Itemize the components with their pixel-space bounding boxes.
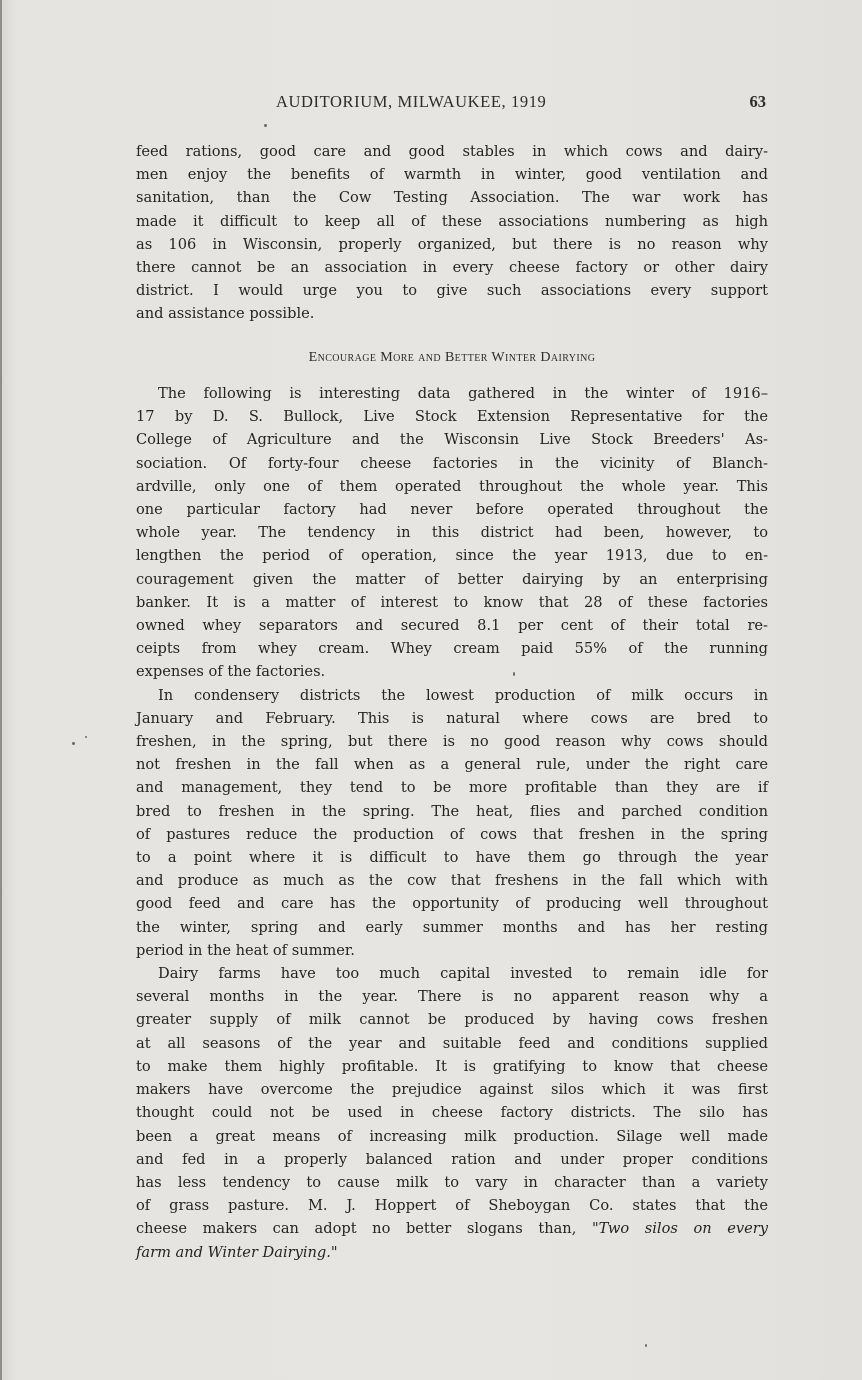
print-speck [645, 1344, 647, 1347]
text-line: and management, they tend to be more profitable than they are if [136, 779, 768, 797]
text-line: banker. It is a matter of interest to know that 28 of these factories [136, 593, 768, 611]
text-line: of pastures reduce the production of cows that freshen in the spring [136, 825, 768, 843]
text-line: ceipts from whey cream. Whey cream paid 55% of the running [136, 640, 768, 658]
text-line-lead: cheese makers can adopt no better slogans than, [136, 1220, 577, 1238]
text-line: feed rations, good care and good stables in which cows and dairy- [136, 143, 768, 160]
text-line: The following is interesting data gathered in the winter of 1916– [158, 385, 768, 402]
text-line: lengthen the period of operation, since the year 1913, due to en- [136, 547, 768, 565]
text-line [136, 1217, 768, 1240]
text-line: whole year. The tendency in this district had been, however, to [136, 524, 768, 542]
page-header [136, 92, 766, 114]
paragraph-2 [136, 382, 768, 684]
text-line: bred to freshen in the spring. The heat, flies and parched condition [136, 802, 768, 820]
text-line: sociation. Of forty-four cheese factories in the vicinity of Blanch- [136, 454, 768, 472]
slogan-part-1: "Two silos on every [591, 1220, 768, 1238]
text-line: period in the heat of summer. [136, 941, 355, 959]
text-line: one particular factory had never before operated throughout the [136, 501, 768, 519]
text-line: freshen, in the spring, but there is no good reason why cows should [136, 733, 768, 751]
paragraph-1 [136, 140, 768, 326]
text-line: ardville, only one of them operated throughout the whole year. This [136, 477, 768, 495]
print-speck [85, 736, 87, 738]
text-line: thought could not be used in cheese factory districts. The silo has [136, 1104, 768, 1122]
text-line: at all seasons of the year and suitable feed and conditions supplied [136, 1034, 768, 1052]
text-line: not freshen in the fall when as a general rule, under the right care [136, 756, 768, 774]
text-line: and produce as much as the cow that freshens in the fall which with [136, 872, 768, 890]
print-speck [264, 124, 267, 127]
text-line: and fed in a properly balanced ration and under proper conditions [136, 1150, 768, 1168]
section-heading: Encourage More and Better Winter Dairying [308, 350, 596, 365]
text-line: been a great means of increasing milk production. Silage well made [136, 1127, 768, 1145]
text-line: greater supply of milk cannot be produced by having cows freshen [136, 1011, 768, 1029]
print-speck [513, 672, 515, 676]
text-line: College of Agriculture and the Wisconsin Live Stock Breeders' As- [136, 431, 768, 449]
print-speck [72, 742, 75, 745]
text-line: good feed and care has the opportunity of producing well throughout [136, 895, 768, 913]
text-line: district. I would urge you to give such associations every support [136, 282, 768, 300]
text-line: there cannot be an association in every cheese factory or other dairy [136, 259, 768, 277]
text-line: as 106 in Wisconsin, properly organized, but there is no reason why [136, 235, 768, 253]
text-line: has less tendency to cause milk to vary in character than a variety [136, 1173, 768, 1191]
text-line: 17 by D. S. Bullock, Live Stock Extension Representative for the [136, 408, 768, 426]
text-line: expenses of the factories. [136, 663, 326, 681]
body-text [136, 382, 768, 1264]
text-line: the winter, spring and early summer months and has her resting [136, 918, 768, 936]
text-line: Dairy farms have too much capital invested to remain idle for [158, 965, 768, 983]
text-line: couragement given the matter of better dairying by an enterprising [136, 570, 768, 588]
text-line: makers have overcome the prejudice against silos which it was first [136, 1081, 768, 1099]
page-number: 63 [749, 92, 766, 111]
text-line: to make them highly profitable. It is gratifying to know that cheese [136, 1057, 768, 1075]
text-line: sanitation, than the Cow Testing Association. The war work has [136, 189, 768, 207]
text-line: of grass pasture. M. J. Hoppert of Sheboygan Co. states that the [136, 1197, 768, 1215]
text-line: to a point where it is difficult to have them go through the year [136, 849, 768, 867]
paragraph-4 [136, 962, 768, 1264]
text-line: In condensery districts the lowest production of milk occurs in [158, 686, 768, 704]
text-line: and assistance possible. [136, 305, 315, 323]
text-line: several months in the year. There is no apparent reason why a [136, 988, 768, 1006]
running-head: AUDITORIUM, MILWAUKEE, 1919 [276, 92, 547, 111]
text-line: men enjoy the benefits of warmth in winter, good ventilation and [136, 166, 768, 184]
text-line: made it difficult to keep all of these associations numbering as high [136, 212, 768, 230]
text-line: owned whey separators and secured 8.1 per cent of their total re- [136, 617, 768, 635]
text-line: January and February. This is natural where cows are bred to [136, 709, 768, 727]
slogan-part-2: farm and Winter Dairying." [136, 1243, 338, 1261]
paragraph-3 [136, 684, 768, 962]
